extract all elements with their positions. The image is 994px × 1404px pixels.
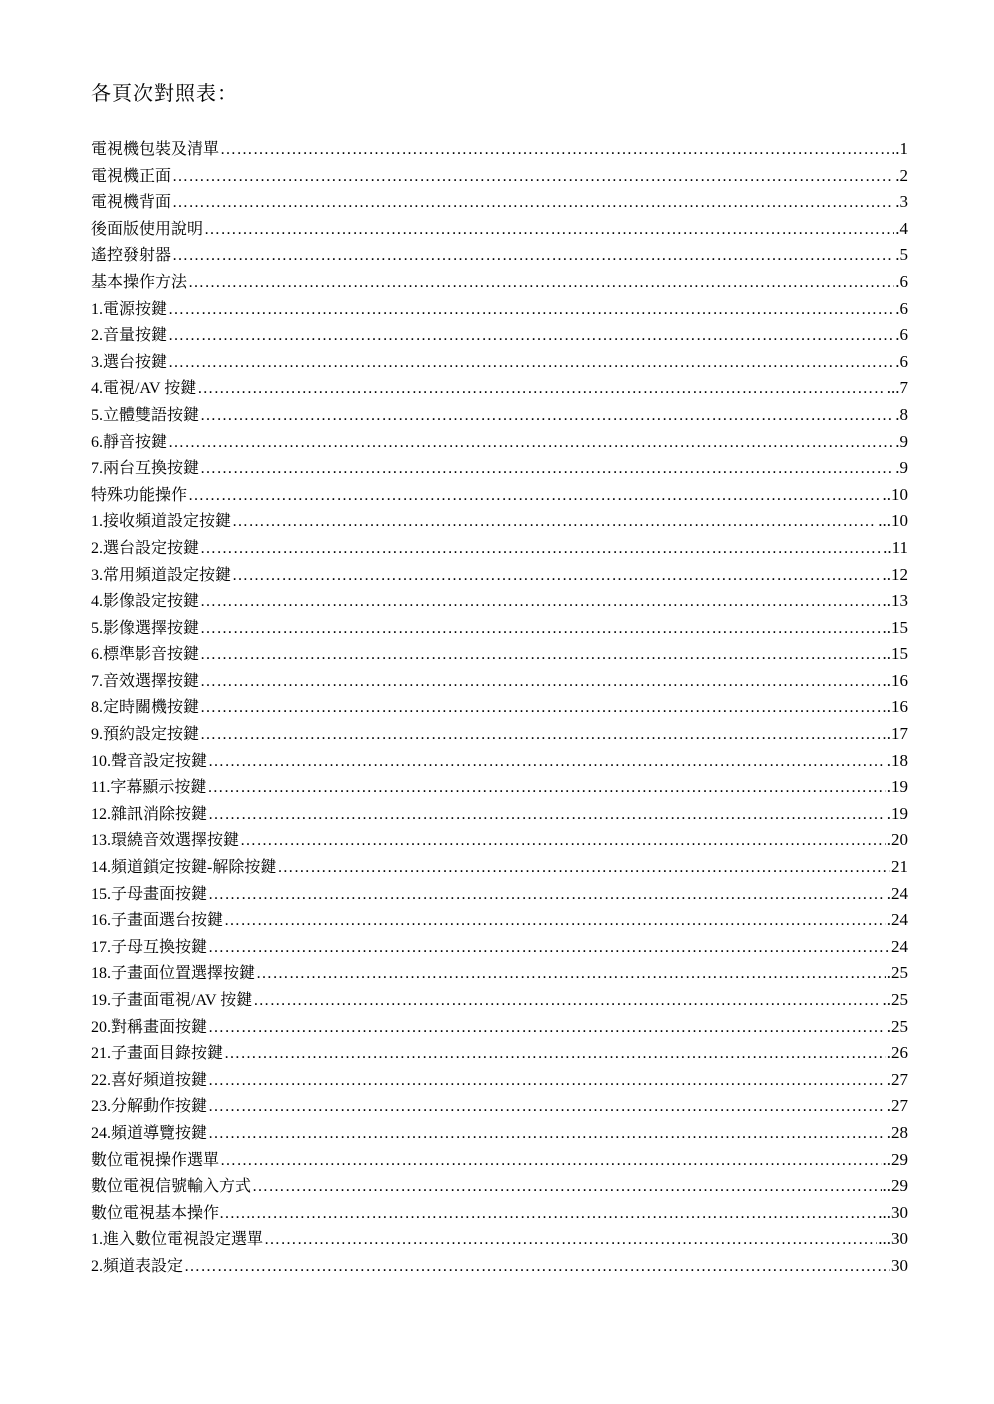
toc-entry-page-number: ..15	[882, 617, 908, 637]
toc-entry	[91, 907, 908, 934]
dot-leader	[256, 1201, 877, 1228]
dot-leader	[264, 1227, 877, 1254]
toc-entry	[91, 349, 908, 376]
toc-entry-label: 後面版使用說明	[91, 220, 204, 238]
toc-entry	[91, 242, 908, 269]
toc-entry-page-number: .6	[895, 351, 908, 371]
toc-entry-page-number: ...10	[878, 511, 908, 531]
toc-entry-page-number: .20	[886, 830, 908, 850]
toc-entry	[91, 216, 908, 243]
dot-leader	[208, 1121, 886, 1148]
toc-entry	[91, 163, 908, 190]
toc-entry-label: 3.常用頻道設定按鍵	[91, 566, 232, 584]
toc-entry	[91, 721, 908, 748]
toc-entry-label: 11.字幕顯示按鍵	[91, 779, 207, 797]
toc-entry-page-number: 24	[891, 936, 908, 956]
dot-leader	[168, 350, 894, 377]
toc-entry-label: 特殊功能操作	[91, 486, 188, 504]
dot-leader	[200, 695, 886, 722]
toc-entry	[91, 375, 908, 402]
dot-leader	[200, 642, 881, 669]
toc-entry-label: 22.喜好頻道按鍵	[91, 1071, 208, 1089]
dot-leader	[252, 1174, 881, 1201]
toc-entry-label: 1.進入數位電視設定選單	[91, 1231, 264, 1249]
toc-entry-label: 4.電視/AV 按鍵	[91, 380, 197, 398]
dot-leader	[200, 403, 894, 430]
dot-leader	[208, 802, 886, 829]
toc-entry	[91, 668, 908, 695]
page-title: 各頁次對照表：	[91, 81, 238, 105]
toc-entry	[91, 1093, 908, 1120]
toc-entry-label: 10.聲音設定按鍵	[91, 752, 208, 770]
toc-entry-page-number: ..15	[882, 644, 908, 664]
dot-leader	[200, 722, 886, 749]
toc-entry-page-number: .6	[895, 298, 908, 318]
toc-entry-label: 15.子母畫面按鍵	[91, 885, 208, 903]
toc-entry-page-number: ...30	[878, 1202, 908, 1222]
dot-leader	[188, 483, 881, 510]
dot-leader	[207, 775, 885, 802]
dot-leader	[256, 961, 886, 988]
dot-leader	[232, 563, 881, 590]
toc-entry	[91, 1173, 908, 1200]
toc-entry-page-number: .18	[886, 750, 908, 770]
toc-entry-label: 電視機包裝及清單	[91, 141, 220, 158]
toc-entry	[91, 1014, 908, 1041]
toc-entry	[91, 934, 908, 961]
toc-entry-page-number: .27	[886, 1096, 908, 1116]
toc-entry-page-number: .3	[895, 192, 908, 212]
toc-entry-page-number: ..12	[882, 564, 908, 584]
dot-leader	[172, 190, 894, 217]
toc-entry	[91, 322, 908, 349]
toc-entry	[91, 774, 908, 801]
toc-entry	[91, 1200, 908, 1227]
toc-entry-page-number: .26	[886, 1043, 908, 1063]
toc-entry-label: 1.接收頻道設定按鍵	[91, 513, 232, 531]
toc-entry-page-number: .1	[895, 139, 908, 158]
toc-entry-page-number: .28	[886, 1122, 908, 1142]
toc-entry	[91, 402, 908, 429]
dot-leader	[208, 1094, 886, 1121]
toc-entry-label: 5.立體雙語按鍵	[91, 406, 200, 424]
toc-entry-page-number: 21	[891, 857, 908, 877]
toc-entry-label: 7.兩台互換按鍵	[91, 460, 200, 478]
toc-entry-label: 2.頻道表設定	[91, 1257, 184, 1275]
toc-entry	[91, 1067, 908, 1094]
toc-entry-label: 9.預約設定按鍵	[91, 726, 200, 744]
dot-leader	[188, 270, 894, 297]
toc-entry-label: 7.音效選擇按鍵	[91, 672, 200, 690]
toc-entry	[91, 748, 908, 775]
toc-entry	[91, 801, 908, 828]
dot-leader	[168, 297, 894, 324]
toc-entry-label: 3.選台按鍵	[91, 353, 168, 371]
toc-entry-label: 數位電視操作選單	[91, 1151, 220, 1169]
toc-entry-label: 23.分解動作按鍵	[91, 1098, 208, 1116]
dot-leader	[184, 1254, 890, 1281]
toc-entry-label: 電視機背面	[91, 194, 172, 212]
toc-entry-label: 20.對稱畫面按鍵	[91, 1018, 208, 1036]
toc-entry	[91, 827, 908, 854]
dot-leader	[200, 616, 881, 643]
toc-entry-page-number: ..13	[882, 591, 908, 611]
table-of-contents	[91, 136, 908, 1280]
toc-entry-page-number: .9	[895, 431, 908, 451]
toc-entry	[91, 1226, 908, 1253]
toc-entry-page-number: .17	[886, 724, 908, 744]
toc-entry	[91, 189, 908, 216]
toc-entry-label: 電視機正面	[91, 167, 172, 185]
toc-entry	[91, 508, 908, 535]
dot-leader	[208, 749, 886, 776]
toc-entry	[91, 987, 908, 1014]
toc-entry-label: 8.定時關機按鍵	[91, 699, 200, 717]
toc-entry	[91, 562, 908, 589]
toc-entry-page-number: ..29	[882, 1149, 908, 1169]
toc-entry-page-number: .19	[886, 803, 908, 823]
dot-leader	[253, 988, 881, 1015]
toc-entry	[91, 535, 908, 562]
dot-leader	[232, 509, 877, 536]
dot-leader	[204, 217, 894, 244]
toc-entry-label: 14.頻道鎖定按鍵-解除按鍵	[91, 859, 277, 877]
toc-entry-label: 基本操作方法	[91, 273, 188, 291]
toc-entry-page-number: ..11	[883, 537, 908, 557]
toc-entry-label: 2.選台設定按鍵	[91, 539, 200, 557]
toc-entry-label: 19.子畫面電視/AV 按鍵	[91, 992, 253, 1009]
toc-entry	[91, 588, 908, 615]
toc-entry	[91, 1147, 908, 1174]
toc-entry-label: 18.子畫面位置選擇按鍵	[91, 965, 256, 983]
toc-entry-label: 5.影像選擇按鍵	[91, 619, 200, 637]
toc-entry-label: 16.子畫面選台按鍵	[91, 912, 224, 930]
toc-entry	[91, 136, 908, 163]
toc-entry-label: 17.子母互換按鍵	[91, 938, 208, 956]
toc-entry	[91, 1120, 908, 1147]
toc-entry	[91, 960, 908, 987]
toc-entry	[91, 1253, 908, 1280]
toc-entry-page-number: .5	[895, 245, 908, 265]
dot-leader	[220, 137, 894, 164]
toc-entry-label: 遙控發射器	[91, 247, 172, 265]
toc-entry	[91, 455, 908, 482]
toc-entry	[91, 694, 908, 721]
dot-leader	[200, 456, 894, 483]
toc-entry	[91, 482, 908, 509]
toc-entry	[91, 269, 908, 296]
toc-entry-page-number: ..16	[882, 670, 908, 690]
dot-leader	[200, 669, 881, 696]
dot-leader	[172, 243, 894, 270]
toc-entry-label: 12.雜訊消除按鍵	[91, 805, 208, 823]
toc-entry-label: 6.靜音按鍵	[91, 433, 168, 451]
dot-leader	[208, 1068, 886, 1095]
toc-entry-page-number: .2	[895, 165, 908, 185]
toc-entry-page-number: .4	[895, 218, 908, 238]
dot-leader	[168, 323, 894, 350]
toc-entry-page-number: ..29	[882, 1176, 908, 1196]
toc-entry-label: 數位電視基本操作…….	[91, 1204, 256, 1222]
toc-entry-page-number: .19	[886, 777, 908, 797]
toc-entry-page-number: .16	[886, 697, 908, 717]
toc-entry	[91, 615, 908, 642]
toc-entry-page-number: .6	[895, 325, 908, 345]
toc-entry-page-number: .24	[886, 883, 908, 903]
toc-entry-page-number: .24	[886, 910, 908, 930]
dot-leader	[224, 1041, 886, 1068]
dot-leader	[277, 855, 890, 882]
dot-leader	[172, 164, 894, 191]
toc-entry-page-number: ...30	[878, 1229, 908, 1249]
dot-leader	[220, 1148, 881, 1175]
toc-entry	[91, 881, 908, 908]
dot-leader	[208, 1015, 886, 1042]
toc-entry-page-number: .25	[886, 1016, 908, 1036]
toc-entry	[91, 429, 908, 456]
toc-entry	[91, 641, 908, 668]
dot-leader	[208, 882, 886, 909]
toc-entry	[91, 296, 908, 323]
toc-entry-label: 13.環繞音效選擇按鍵	[91, 832, 240, 850]
dot-leader	[200, 589, 881, 616]
toc-entry-label: 24.頻道導覽按鍵	[91, 1124, 208, 1142]
dot-leader	[168, 430, 894, 457]
toc-entry-page-number: .25	[886, 963, 908, 983]
dot-leader	[224, 908, 886, 935]
dot-leader	[200, 536, 882, 563]
toc-entry-label: 21.子畫面目錄按鍵	[91, 1045, 224, 1063]
toc-entry-label: 2.音量按鍵	[91, 327, 168, 345]
toc-entry-label: 6.標準影音按鍵	[91, 646, 200, 664]
toc-entry-page-number: ...7	[886, 378, 908, 398]
toc-entry-page-number: 30	[891, 1255, 908, 1275]
dot-leader	[197, 376, 886, 403]
toc-entry-page-number: .9	[895, 458, 908, 478]
toc-entry-page-number: .27	[886, 1069, 908, 1089]
toc-entry-label: 4.影像設定按鍵	[91, 593, 200, 611]
toc-entry-label: 數位電視信號輸入方式	[91, 1178, 252, 1196]
toc-entry-page-number: ..25	[882, 990, 908, 1009]
toc-entry	[91, 1040, 908, 1067]
toc-entry-page-number: .6	[895, 271, 908, 291]
toc-entry-page-number: .8	[895, 404, 908, 424]
dot-leader	[208, 935, 890, 962]
toc-entry-label: 1.電源按鍵	[91, 300, 168, 318]
toc-entry	[91, 854, 908, 881]
toc-entry-page-number: ..10	[882, 484, 908, 504]
dot-leader	[240, 828, 886, 855]
